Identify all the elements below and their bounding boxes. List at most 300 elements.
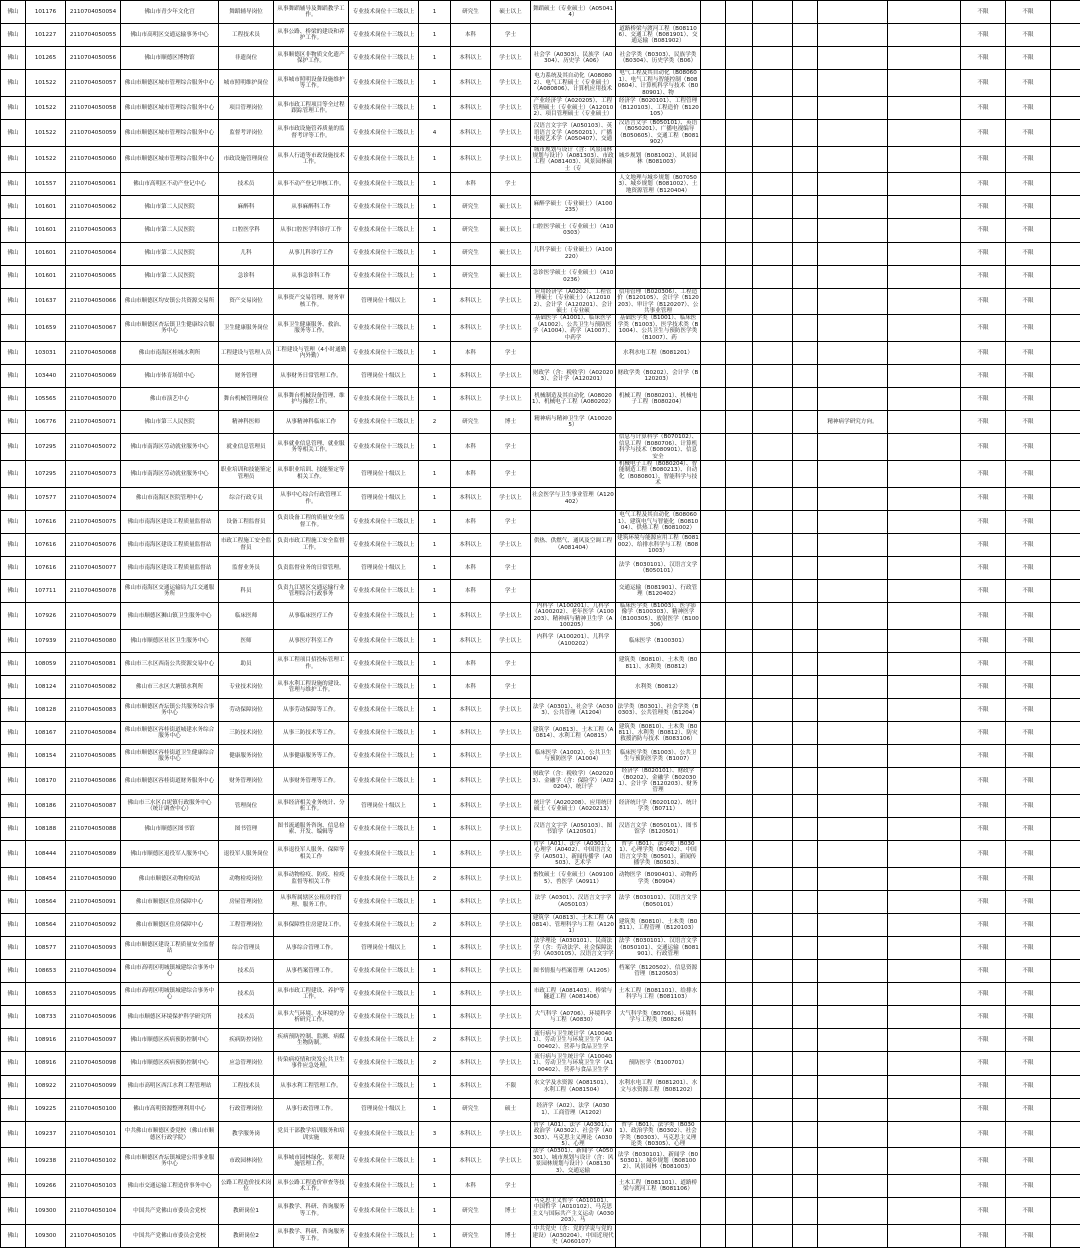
table-cell: 临床医学类（B1003）、公共卫生与预防医学类（B1007） xyxy=(616,745,701,768)
table-cell: 2 xyxy=(419,1052,451,1075)
table-cell xyxy=(753,1148,793,1175)
table-cell: 108733 xyxy=(26,1006,66,1029)
table-cell: 不限 xyxy=(961,341,1006,364)
table-cell xyxy=(1051,629,1080,652)
table-cell: 1 xyxy=(419,365,451,388)
table-cell: 佛山市顺德区疾病预防控制中心 xyxy=(121,1029,219,1052)
table-cell xyxy=(1051,341,1080,364)
table-cell: 学士以上 xyxy=(491,698,531,721)
table-cell: 佛山 xyxy=(1,434,26,461)
table-cell: 佛山 xyxy=(1,510,26,533)
table-cell xyxy=(753,1098,793,1121)
table-cell: 建筑类（B0810）、土木类（B0811）、水利类（B0812）、防灾救援消防与技术（B083106） xyxy=(616,722,701,745)
table-cell xyxy=(793,1,818,24)
table-cell: 佛山 xyxy=(1,698,26,721)
table-cell xyxy=(616,1198,701,1225)
table-cell xyxy=(1051,675,1080,698)
table-cell xyxy=(1051,47,1080,70)
table-cell xyxy=(726,365,753,388)
table-cell: 佛山 xyxy=(1,603,26,630)
table-cell: 专业技术岗位十三级以上 xyxy=(349,388,419,411)
table-cell xyxy=(818,745,888,768)
table-cell xyxy=(701,913,726,936)
table-cell xyxy=(888,556,961,579)
table-cell xyxy=(753,768,793,795)
table-cell: 佛山市南海区建设工程质量监督站 xyxy=(121,556,219,579)
table-cell: 专业技术岗位十三级以上 xyxy=(349,890,419,913)
table-cell xyxy=(1051,867,1080,890)
table-cell: 2110704050091 xyxy=(66,890,121,913)
table-cell: 精神病与精神卫生学（A100205） xyxy=(531,411,616,434)
table-cell: 从事临床医疗工作 xyxy=(274,603,349,630)
table-cell xyxy=(1051,794,1080,817)
table-cell xyxy=(726,487,753,510)
table-cell xyxy=(753,1198,793,1225)
table-cell: 1 xyxy=(419,173,451,196)
table-cell xyxy=(753,288,793,315)
table-cell: 不限 xyxy=(1006,1006,1051,1029)
table-row xyxy=(1,96,1080,119)
table-cell xyxy=(1051,265,1080,288)
table-cell: 1 xyxy=(419,890,451,913)
table-cell: 土木工程（B081101）、道路桥梁与渡河工程（B081106） xyxy=(616,1174,701,1197)
table-cell: 不限 xyxy=(1006,675,1051,698)
table-cell xyxy=(793,341,818,364)
table-cell: 档案学（B120502）、信息资源管理（B120503） xyxy=(616,960,701,983)
table-cell: 2110704050080 xyxy=(66,629,121,652)
table-cell: 2110704050093 xyxy=(66,936,121,959)
table-cell xyxy=(793,960,818,983)
table-cell xyxy=(753,1075,793,1098)
table-cell: 专业技术岗位十三级以上 xyxy=(349,510,419,533)
table-row xyxy=(1,890,1080,913)
table-cell: 本科以上 xyxy=(451,1029,491,1052)
table-cell: 本科以上 xyxy=(451,603,491,630)
table-cell xyxy=(793,1121,818,1148)
table-cell: 不限 xyxy=(961,146,1006,173)
table-cell: 机械制造及其自动化（A080201）、机械电子工程（A080202） xyxy=(531,388,616,411)
table-cell xyxy=(888,24,961,47)
table-cell: 从事不动产登记审核工作。 xyxy=(274,173,349,196)
table-cell: 不限 xyxy=(961,817,1006,840)
table-cell: 教研岗位2 xyxy=(219,1224,274,1247)
table-cell: 学士以上 xyxy=(491,1121,531,1148)
table-cell xyxy=(793,265,818,288)
table-cell xyxy=(753,890,793,913)
table-cell: 学士以上 xyxy=(491,388,531,411)
table-cell: 专业技术岗位十三级以上 xyxy=(349,629,419,652)
table-cell: 从事城市园林绿化、景观设施管理工作。 xyxy=(274,1148,349,1175)
table-cell: 从事市政工程项目等全过程跟踪管理工作。 xyxy=(274,96,349,119)
table-cell: 1 xyxy=(419,745,451,768)
table-cell xyxy=(701,70,726,97)
table-cell xyxy=(726,1052,753,1075)
table-cell: 硕士以上 xyxy=(491,1,531,24)
table-cell xyxy=(753,70,793,97)
table-cell: 从事顺德区非物质文化遗产保护工作。 xyxy=(274,47,349,70)
table-cell xyxy=(818,70,888,97)
table-cell: 专业技术岗位十三级以上 xyxy=(349,1174,419,1197)
table-cell: 学士 xyxy=(491,652,531,675)
table-cell: 佛山 xyxy=(1,242,26,265)
table-cell: 设备工程监督员 xyxy=(219,510,274,533)
table-cell xyxy=(701,841,726,868)
table-cell xyxy=(818,983,888,1006)
table-cell xyxy=(1051,315,1080,342)
table-cell: 不限 xyxy=(1006,1148,1051,1175)
table-cell: 流行病与卫生统计学（A100401）、劳动卫生与环境卫生学（A100402）、营养与食品卫生学 xyxy=(531,1052,616,1075)
table-cell: 不限 xyxy=(961,841,1006,868)
table-cell: 管理岗位十级以上 xyxy=(349,1098,419,1121)
table-cell xyxy=(1051,579,1080,602)
table-cell: 不限 xyxy=(1006,341,1051,364)
table-cell: 1 xyxy=(419,1,451,24)
table-row xyxy=(1,120,1080,147)
table-cell: 不限 xyxy=(1006,890,1051,913)
table-cell xyxy=(793,841,818,868)
table-cell: 不限 xyxy=(961,1224,1006,1247)
table-cell: 教学服务岗 xyxy=(219,1121,274,1148)
table-cell xyxy=(726,722,753,745)
table-cell: 109300 xyxy=(26,1198,66,1225)
table-cell: 不限 xyxy=(1006,510,1051,533)
table-cell: 医师 xyxy=(219,629,274,652)
table-cell xyxy=(818,341,888,364)
table-cell xyxy=(726,265,753,288)
table-cell xyxy=(753,745,793,768)
table-cell: 统计学（A020208）、应用统计硕士（专业硕士）（A020213） xyxy=(531,794,616,817)
table-cell: 本科以上 xyxy=(451,960,491,983)
table-cell: 不限 xyxy=(961,487,1006,510)
table-cell xyxy=(793,365,818,388)
table-cell: 佛山市第二人民医院 xyxy=(121,242,219,265)
table-cell: 2110704050061 xyxy=(66,173,121,196)
table-cell: 从事精神科临床工作 xyxy=(274,411,349,434)
table-row xyxy=(1,219,1080,242)
table-cell xyxy=(701,579,726,602)
table-cell: 不限 xyxy=(961,983,1006,1006)
table-cell xyxy=(753,722,793,745)
table-cell: 专业技术岗位十三级以上 xyxy=(349,173,419,196)
table-cell: 学士以上 xyxy=(491,1148,531,1175)
table-cell: 佛山 xyxy=(1,120,26,147)
table-cell xyxy=(701,388,726,411)
table-cell xyxy=(1051,434,1080,461)
table-cell: 107616 xyxy=(26,510,66,533)
table-cell xyxy=(1051,1174,1080,1197)
table-cell: 1 xyxy=(419,1006,451,1029)
table-cell xyxy=(888,1052,961,1075)
table-cell xyxy=(888,341,961,364)
table-cell: 从事健康服务等工作。 xyxy=(274,745,349,768)
table-cell xyxy=(1051,960,1080,983)
table-cell xyxy=(1051,510,1080,533)
table-cell: 佛山 xyxy=(1,841,26,868)
table-cell: 不限 xyxy=(1006,47,1051,70)
table-cell: 不限 xyxy=(1006,817,1051,840)
table-cell xyxy=(726,219,753,242)
table-cell: 流行病与卫生统计学（A100401）、劳动卫生与环境卫生学（A100402）、营养与食品卫生学 xyxy=(531,1029,616,1052)
table-row xyxy=(1,745,1080,768)
table-cell: 佛山 xyxy=(1,1006,26,1029)
table-cell xyxy=(753,510,793,533)
table-cell xyxy=(753,341,793,364)
table-cell: 监督考评岗位 xyxy=(219,120,274,147)
table-cell: 法学（B030101）、汉语言文学（B050101） xyxy=(616,890,701,913)
table-row xyxy=(1,24,1080,47)
table-cell: 108577 xyxy=(26,936,66,959)
table-cell xyxy=(818,1198,888,1225)
table-cell: 学士以上 xyxy=(491,867,531,890)
table-cell: 2110704050057 xyxy=(66,70,121,97)
table-cell: 不限 xyxy=(961,1121,1006,1148)
table-cell: 佛山市顺德区容桂街道财务服务中心 xyxy=(121,768,219,795)
table-cell xyxy=(726,315,753,342)
table-cell: 佛山市高明资源整理利用中心 xyxy=(121,1098,219,1121)
table-cell xyxy=(793,983,818,1006)
table-cell xyxy=(793,1052,818,1075)
table-cell: 专业技术岗位十三级以上 xyxy=(349,768,419,795)
table-cell: 不限 xyxy=(961,411,1006,434)
table-cell: 2 xyxy=(419,867,451,890)
table-cell: 道路桥梁与渡河工程（B081106）、交通工程（B081901）、交通运输（B081902） xyxy=(616,24,701,47)
table-cell: 畜牧硕士（专业硕士）（A091005）、兽医学（A0911） xyxy=(531,867,616,890)
table-cell: 1 xyxy=(419,794,451,817)
table-cell xyxy=(726,24,753,47)
table-cell xyxy=(701,1098,726,1121)
table-cell: 2110704050100 xyxy=(66,1098,121,1121)
table-row xyxy=(1,867,1080,890)
table-cell: 不限 xyxy=(1006,983,1051,1006)
table-cell: 从事工程项目招投标管理工作。 xyxy=(274,652,349,675)
table-cell: 佛山 xyxy=(1,70,26,97)
table-cell xyxy=(726,675,753,698)
table-cell: 2110704050099 xyxy=(66,1075,121,1098)
table-cell: 本科 xyxy=(451,675,491,698)
table-cell xyxy=(701,556,726,579)
table-cell: 佛山 xyxy=(1,146,26,173)
table-cell: 本科以上 xyxy=(451,867,491,890)
table-cell xyxy=(888,629,961,652)
table-cell xyxy=(793,1198,818,1225)
table-cell: 佛山市顺德区退役军人服务中心 xyxy=(121,841,219,868)
table-cell: 不限 xyxy=(961,603,1006,630)
table-cell: 1 xyxy=(419,698,451,721)
table-cell: 佛山 xyxy=(1,173,26,196)
table-cell xyxy=(793,1148,818,1175)
table-cell xyxy=(726,1121,753,1148)
table-cell: 佛山市顺德区杏坛镇公共服务综合事务中心 xyxy=(121,698,219,721)
table-cell: 法学理论（A030101）、民商法学（含：劳动法学、社会保障法学）（A030105）、汉语言文字学 xyxy=(531,936,616,959)
table-cell: 管理岗位十级以上 xyxy=(349,460,419,487)
table-cell xyxy=(701,745,726,768)
table-cell: 佛山 xyxy=(1,722,26,745)
table-cell xyxy=(818,936,888,959)
table-cell: 建筑环境与能源应用工程（B081002）、给排水科学与工程（B081003） xyxy=(616,533,701,556)
table-cell xyxy=(818,722,888,745)
table-cell: 图书流通服务咨询、信息检索、开发、编辑等 xyxy=(274,817,349,840)
table-cell: 1 xyxy=(419,1148,451,1175)
table-cell: 财政学（含：税收学）（A020203）、金融学（含：保险学）（A020204）、统计学 xyxy=(531,768,616,795)
table-cell xyxy=(818,242,888,265)
table-cell xyxy=(726,629,753,652)
table-cell xyxy=(1051,983,1080,1006)
table-cell: 麻醉学硕士（专业硕士）（A100235） xyxy=(531,196,616,219)
table-cell: 1 xyxy=(419,1075,451,1098)
table-cell: 社会医学与卫生事业管理（A120402） xyxy=(531,487,616,510)
table-cell xyxy=(726,388,753,411)
table-cell: 电气工程及其自动化（B080601）、电气工程与智能控制（B080604）、计算机科学与技术（B080901）、物 xyxy=(616,70,701,97)
table-cell: 3 xyxy=(419,1121,451,1148)
table-cell: 佛山市顺德区狮山镇卫生服务中心 xyxy=(121,603,219,630)
table-cell xyxy=(726,1224,753,1247)
table-cell: 103031 xyxy=(26,341,66,364)
table-cell: 1 xyxy=(419,556,451,579)
table-cell: 不限 xyxy=(961,173,1006,196)
table-cell: 佛山市顺德区住房保障中心 xyxy=(121,913,219,936)
table-cell xyxy=(1051,120,1080,147)
table-row xyxy=(1,983,1080,1006)
table-cell: 105565 xyxy=(26,388,66,411)
table-cell: 专业技术岗位十三级以上 xyxy=(349,1121,419,1148)
table-cell: 市政工程（A081403）、桥梁与隧道工程（A081406） xyxy=(531,983,616,1006)
table-cell: 助员 xyxy=(219,652,274,675)
table-cell: 1 xyxy=(419,219,451,242)
table-cell: 学士以上 xyxy=(491,817,531,840)
table-cell xyxy=(753,196,793,219)
table-cell: 1 xyxy=(419,487,451,510)
table-cell xyxy=(1051,411,1080,434)
table-cell xyxy=(701,960,726,983)
table-cell: 管理岗位十级以上 xyxy=(349,794,419,817)
table-row xyxy=(1,629,1080,652)
table-cell xyxy=(726,745,753,768)
table-cell: 本科 xyxy=(451,434,491,461)
table-cell xyxy=(888,1174,961,1197)
table-cell: 精神病学研究方向。 xyxy=(818,411,888,434)
table-cell xyxy=(793,96,818,119)
table-cell xyxy=(793,70,818,97)
table-cell: 2110704050082 xyxy=(66,675,121,698)
table-cell: 101522 xyxy=(26,70,66,97)
table-cell xyxy=(701,1052,726,1075)
table-cell xyxy=(793,146,818,173)
table-cell: 佛山市顺德区图书馆 xyxy=(121,817,219,840)
table-cell: 108124 xyxy=(26,675,66,698)
table-cell: 从事行政管理工作。 xyxy=(274,1098,349,1121)
table-cell: 从事教学、科研、咨询服务等工作。 xyxy=(274,1198,349,1225)
table-cell xyxy=(818,460,888,487)
table-cell xyxy=(726,1,753,24)
table-cell xyxy=(701,1006,726,1029)
table-cell xyxy=(1051,70,1080,97)
table-cell: 佛山市交通运输工程造价事务中心 xyxy=(121,1174,219,1197)
table-cell: 2110704050056 xyxy=(66,47,121,70)
table-cell: 学士以上 xyxy=(491,487,531,510)
table-cell: 专业技术岗位十三级以上 xyxy=(349,1198,419,1225)
table-cell: 佛山 xyxy=(1,487,26,510)
table-cell: 口腔医学硕士（专业硕士）（A100303） xyxy=(531,219,616,242)
table-cell: 工程建设与管理人员 xyxy=(219,341,274,364)
table-cell xyxy=(701,1121,726,1148)
table-cell xyxy=(818,890,888,913)
table-cell xyxy=(818,1174,888,1197)
table-cell: 2110704050078 xyxy=(66,579,121,602)
table-row xyxy=(1,365,1080,388)
table-cell xyxy=(793,794,818,817)
table-cell xyxy=(1051,173,1080,196)
table-cell xyxy=(616,1029,701,1052)
table-cell: 本科 xyxy=(451,173,491,196)
table-cell: 佛山 xyxy=(1,652,26,675)
table-cell: 101601 xyxy=(26,265,66,288)
table-cell: 公路工程造价技术岗位 xyxy=(219,1174,274,1197)
table-cell xyxy=(1051,242,1080,265)
table-cell: 不限 xyxy=(961,388,1006,411)
table-cell xyxy=(793,556,818,579)
table-cell: 就业信息管理员 xyxy=(219,434,274,461)
table-row xyxy=(1,936,1080,959)
table-cell xyxy=(818,1098,888,1121)
table-row xyxy=(1,265,1080,288)
table-cell xyxy=(726,146,753,173)
table-cell: 学士以上 xyxy=(491,533,531,556)
table-cell xyxy=(818,1121,888,1148)
table-cell: 专业技术岗位十三级以上 xyxy=(349,867,419,890)
table-cell: 1 xyxy=(419,722,451,745)
table-cell: 不限 xyxy=(961,288,1006,315)
table-cell xyxy=(1051,556,1080,579)
table-cell xyxy=(793,460,818,487)
table-cell: 从事舞台机械设备管理、维护与操控工作。 xyxy=(274,388,349,411)
table-cell: 不限 xyxy=(961,265,1006,288)
table-cell: 法学（B030101）、新闻学（B050301）、城乡规划（B081002）、风景园林（B081003） xyxy=(616,1148,701,1175)
table-cell xyxy=(818,579,888,602)
table-cell: 109237 xyxy=(26,1121,66,1148)
table-cell: 2110704050096 xyxy=(66,1006,121,1029)
table-cell: 不限 xyxy=(961,1098,1006,1121)
table-cell xyxy=(726,1198,753,1225)
table-cell xyxy=(616,1,701,24)
table-cell: 108454 xyxy=(26,867,66,890)
table-cell xyxy=(793,487,818,510)
table-cell xyxy=(701,867,726,890)
table-cell: 硕士 xyxy=(491,1098,531,1121)
table-cell xyxy=(818,120,888,147)
table-cell: 2110704050103 xyxy=(66,1174,121,1197)
table-cell: 佛山 xyxy=(1,288,26,315)
table-cell: 1 xyxy=(419,341,451,364)
table-cell: 行政管理岗位 xyxy=(219,1098,274,1121)
table-cell: 专业技术岗位十三级以上 xyxy=(349,24,419,47)
table-row xyxy=(1,196,1080,219)
table-cell xyxy=(1051,1121,1080,1148)
table-cell xyxy=(818,1029,888,1052)
table-cell xyxy=(1051,936,1080,959)
table-cell xyxy=(1051,698,1080,721)
table-cell xyxy=(793,768,818,795)
table-cell: 佛山 xyxy=(1,579,26,602)
table-cell: 不限 xyxy=(1006,768,1051,795)
table-cell xyxy=(726,890,753,913)
table-cell: 专业技术岗位十三级以上 xyxy=(349,722,419,745)
table-cell: 2110704050085 xyxy=(66,745,121,768)
table-cell: 2110704050084 xyxy=(66,722,121,745)
table-cell: 基础医学（A1001）、临床医学（A1002）、公共卫生与预防医学（A1004）、药学（A1007）、中药学 xyxy=(531,315,616,342)
table-cell: 研究生 xyxy=(451,196,491,219)
table-cell: 1 xyxy=(419,533,451,556)
table-cell xyxy=(888,745,961,768)
